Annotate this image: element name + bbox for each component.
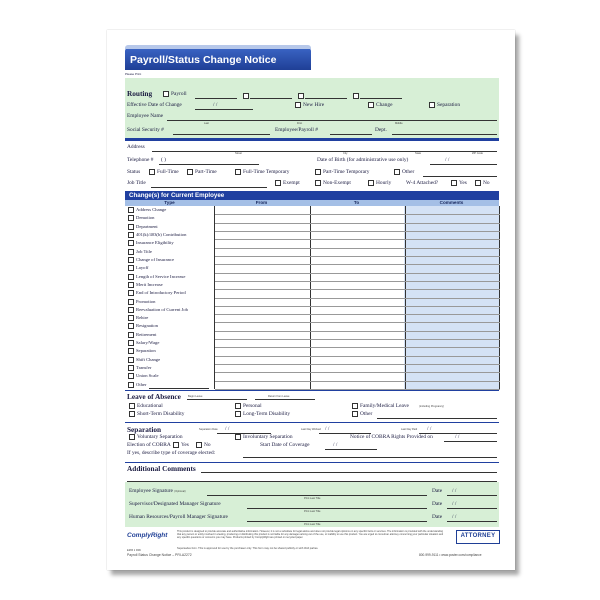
payroll-option[interactable] <box>163 91 187 97</box>
change-type-row[interactable] <box>128 332 156 338</box>
family-leave-option[interactable] <box>352 403 409 409</box>
routing-label: Routing <box>127 89 153 98</box>
cobra-no-label: No <box>204 442 211 449</box>
part-time-option[interactable] <box>187 169 217 175</box>
part-time-label: Part-Time <box>195 169 217 176</box>
address-field[interactable] <box>152 151 497 152</box>
cobra-no-checkbox[interactable] <box>196 442 202 448</box>
status-label: Status <box>127 169 141 175</box>
change-type-row[interactable] <box>128 299 155 305</box>
change-type-label: 401(k)/403(b) Contribution <box>136 232 187 238</box>
employee-signature-label <box>129 488 186 494</box>
change-type-checkbox[interactable] <box>128 215 134 221</box>
change-type-checkbox[interactable] <box>128 365 134 371</box>
change-type-checkbox[interactable] <box>128 257 134 263</box>
ssn-field[interactable] <box>173 134 270 135</box>
grid-row-line[interactable] <box>215 256 500 257</box>
form-title: Payroll/Status Change Notice <box>125 48 311 70</box>
other-leave-field[interactable] <box>377 418 497 419</box>
w4-no-option[interactable] <box>475 180 490 186</box>
hourly-label: Hourly <box>376 180 392 187</box>
footer-disclaimer: This product is designed to provide accurate and authoritative information. However, it is not a substitute for legal advice and does not provide legal opinions on any specific facts or services. The information is provided with the understanding that any person or entity involved in viewing, producing or distributing this product is not liable for any damages arising out of the use, or inability to use this product. You are urged to consult an attorney concerning your particular situation and any specific questions or concerns you may have. Products printed by ComplyRight are printed on recycled paper. <box>177 530 444 540</box>
supervisor-signature-label: Supervisor/Designated Manager Signature <box>129 501 221 507</box>
change-type-label: Address Change <box>136 207 167 213</box>
grid-row-line[interactable] <box>215 248 500 249</box>
change-type-label: Demotion <box>136 215 155 221</box>
form-page <box>107 30 515 570</box>
job-title-field[interactable] <box>151 187 267 188</box>
personal-label: Personal <box>243 403 262 410</box>
ssn-label: Social Security # <box>127 127 164 133</box>
return-leave-label: Return from Leave <box>268 395 290 398</box>
dept-label: Dept. <box>375 127 387 133</box>
employee-date-slashes: / / <box>452 488 457 494</box>
grid-row-line[interactable] <box>215 231 500 232</box>
supervisor-print-name: Print Last Title <box>304 510 321 513</box>
employee-print-name: Print Last Title <box>304 497 321 500</box>
change-type-row[interactable] <box>128 249 152 255</box>
non-exempt-label: Non-Exempt <box>323 180 351 187</box>
telephone-paren: ( ) <box>161 157 166 163</box>
short-term-label: Short-Term Disability <box>137 411 185 418</box>
last-worked-slashes: / / <box>325 426 330 432</box>
effective-date-label: Effective Date of Change <box>127 102 182 108</box>
changes-header: Change(s) for Current Employee <box>125 191 499 200</box>
change-type-checkbox[interactable] <box>128 290 134 296</box>
change-type-row[interactable] <box>128 274 185 280</box>
change-type-checkbox[interactable] <box>128 382 134 388</box>
supervisor-date-label: Date <box>432 501 443 507</box>
sep-date-slashes: / / <box>225 426 230 432</box>
other-leave-checkbox[interactable] <box>352 411 358 417</box>
full-time-option[interactable] <box>149 169 179 175</box>
election-cobra-label: Election of COBRA <box>127 442 171 448</box>
routing-checkbox-4[interactable] <box>353 93 359 99</box>
change-type-label: End of Introductory Period <box>136 290 186 296</box>
other-type-field[interactable] <box>149 388 209 389</box>
change-type-row[interactable] <box>128 315 148 321</box>
employee-signature-text: Employee Signature <box>129 488 173 494</box>
hr-signature-field[interactable] <box>247 521 427 522</box>
non-exempt-option[interactable] <box>315 180 351 186</box>
start-date-slashes: / / <box>333 442 338 448</box>
voluntary-checkbox[interactable] <box>129 434 135 440</box>
other-leave-option[interactable] <box>352 411 372 417</box>
last-paid-slashes: / / <box>427 426 432 432</box>
long-term-checkbox[interactable] <box>235 411 241 417</box>
address-label: Address <box>127 144 145 150</box>
supervisor-signature-field[interactable] <box>247 508 427 509</box>
family-leave-note: (including Pregnancy) <box>419 405 445 408</box>
grid-row-line[interactable] <box>215 298 500 299</box>
divider <box>125 422 499 423</box>
change-type-label: Shift Change <box>136 356 161 362</box>
return-leave-field[interactable] <box>255 399 315 400</box>
exempt-option[interactable] <box>275 180 300 186</box>
w4-yes-option[interactable] <box>451 180 467 186</box>
grid-row-line[interactable] <box>215 331 500 332</box>
w4-no-checkbox[interactable] <box>475 180 481 186</box>
new-hire-option[interactable] <box>295 102 324 108</box>
notice-cobra-field[interactable] <box>444 441 497 442</box>
change-checkbox[interactable] <box>368 102 374 108</box>
grid-row-line[interactable] <box>215 289 500 290</box>
separation-option[interactable] <box>429 102 460 108</box>
change-type-row[interactable] <box>128 365 151 371</box>
change-type-checkbox[interactable] <box>128 348 134 354</box>
grid-row-line[interactable] <box>215 281 500 282</box>
voluntary-label: Voluntary Separation <box>137 434 183 441</box>
employee-name-label: Employee Name <box>127 113 164 119</box>
cobra-yes-option[interactable] <box>173 442 189 448</box>
routing-line-2[interactable] <box>250 98 292 99</box>
change-type-row[interactable] <box>128 382 146 388</box>
zip-label: ZIP Code <box>472 152 483 155</box>
routing-checkbox-3[interactable] <box>298 93 304 99</box>
grid-row-line[interactable] <box>215 264 500 265</box>
grid-row-line[interactable] <box>215 372 500 373</box>
part-time-checkbox[interactable] <box>187 169 193 175</box>
new-hire-checkbox[interactable] <box>295 102 301 108</box>
change-type-checkbox[interactable] <box>128 299 134 305</box>
footer-phone-web: 800-999-9111 • www.poster.com/compliance <box>419 553 482 557</box>
educational-checkbox[interactable] <box>129 403 135 409</box>
grid-row-line[interactable] <box>215 364 500 365</box>
city-label: City <box>343 152 348 155</box>
involuntary-label: Involuntary Separation <box>243 434 293 441</box>
change-type-row[interactable] <box>128 265 148 271</box>
col-comments-header: Comments <box>404 200 499 206</box>
grid-row-line[interactable] <box>215 347 500 348</box>
grid-row-line[interactable] <box>215 273 500 274</box>
exempt-label: Exempt <box>283 180 300 187</box>
change-type-label: Salary/Wage <box>136 340 160 346</box>
attorney-aided-logo: ATTORNEY <box>456 530 500 544</box>
employee-optional: (Optional) <box>174 490 186 493</box>
change-type-label: Separation <box>136 348 156 354</box>
divider <box>125 390 499 391</box>
last-worked-label: Last Day Worked <box>301 428 321 431</box>
change-type-checkbox[interactable] <box>128 274 134 280</box>
start-date-label: Start Date of Coverage <box>260 442 310 448</box>
change-type-checkbox[interactable] <box>128 232 134 238</box>
supervisor-date-slashes: / / <box>452 501 457 507</box>
short-term-checkbox[interactable] <box>129 411 135 417</box>
change-type-checkbox[interactable] <box>128 357 134 363</box>
non-exempt-checkbox[interactable] <box>315 180 321 186</box>
hr-date-field[interactable] <box>447 521 497 522</box>
full-time-temp-option[interactable] <box>235 169 290 175</box>
full-time-checkbox[interactable] <box>149 169 155 175</box>
notice-cobra-slashes: / / <box>455 434 460 440</box>
supervisor-date-field[interactable] <box>447 508 497 509</box>
hr-signature-label: Human Resources/Payroll Manager Signature <box>129 514 228 520</box>
payroll-label: Payroll <box>171 91 187 98</box>
change-type-row[interactable] <box>128 290 186 296</box>
grid-row-line[interactable] <box>215 339 500 340</box>
employee-payroll-label: Employee/Payroll # <box>275 127 318 133</box>
hr-date-slashes: / / <box>452 514 457 520</box>
change-type-label: Retirement <box>136 331 157 337</box>
exempt-checkbox[interactable] <box>275 180 281 186</box>
grid-row-line[interactable] <box>215 223 500 224</box>
short-term-option[interactable] <box>129 411 184 417</box>
separation-label: Separation <box>437 102 461 109</box>
job-title-label: Job Title <box>127 180 146 186</box>
change-type-label: Insurance Eligibility <box>136 240 174 246</box>
change-option[interactable] <box>368 102 392 108</box>
change-type-row[interactable] <box>128 240 174 246</box>
w4-no-label: No <box>483 180 490 187</box>
change-type-label: Rehire <box>136 315 149 321</box>
change-type-label: Change of Insurance <box>136 256 175 262</box>
routing-line-4[interactable] <box>360 98 402 99</box>
dob-field[interactable] <box>430 164 497 165</box>
effective-date-slashes: / / <box>213 102 218 108</box>
changes-grid <box>214 206 500 389</box>
change-label: Change <box>376 102 393 109</box>
change-type-row[interactable] <box>128 224 158 230</box>
footer-supersedes: Supersedes form. This is approved for use by the purchaser only. This form may not be shared publicly or with third parties. <box>177 547 319 550</box>
grid-row-line[interactable] <box>215 381 500 382</box>
sep-date-label: Separation Date <box>199 428 218 431</box>
change-type-row[interactable] <box>128 373 159 379</box>
employee-payroll-field[interactable] <box>330 134 372 135</box>
change-type-row[interactable] <box>128 215 154 221</box>
other-status-label: Other <box>402 169 415 176</box>
street-label: Street <box>235 152 242 155</box>
family-leave-label: Family/Medical Leave <box>360 403 409 410</box>
telephone-label: Telephone # <box>127 157 154 163</box>
dept-field[interactable] <box>392 134 497 135</box>
grid-row-line[interactable] <box>215 314 500 315</box>
describe-coverage-label: If yes, describe type of coverage elected: <box>127 450 216 456</box>
hr-date-label: Date <box>432 514 443 520</box>
change-type-label: Other <box>136 381 147 387</box>
voluntary-option[interactable] <box>129 434 183 440</box>
long-term-label: Long-Term Disability <box>243 411 291 418</box>
employee-name-field[interactable] <box>167 120 497 121</box>
change-type-checkbox[interactable] <box>128 332 134 338</box>
grid-row-line[interactable] <box>215 306 500 307</box>
change-type-checkbox[interactable] <box>128 249 134 255</box>
hourly-checkbox[interactable] <box>368 180 374 186</box>
change-type-label: Reevaluation of Current Job <box>136 306 188 312</box>
change-type-checkbox[interactable] <box>128 265 134 271</box>
personal-checkbox[interactable] <box>235 403 241 409</box>
begin-leave-label: Begin Leave <box>188 395 203 398</box>
print-instruction: Please Print <box>125 72 142 76</box>
cobra-yes-checkbox[interactable] <box>173 442 179 448</box>
involuntary-option[interactable] <box>235 434 293 440</box>
change-type-row[interactable] <box>128 340 159 346</box>
other-leave-label: Other <box>360 411 373 418</box>
col-type-header: Type <box>125 200 214 206</box>
change-type-label: Transfer <box>136 365 152 371</box>
change-type-checkbox[interactable] <box>128 315 134 321</box>
cobra-yes-label: Yes <box>181 442 189 449</box>
start-date-field[interactable] <box>325 449 377 450</box>
describe-coverage-field[interactable] <box>243 457 497 458</box>
change-type-label: Union Scale <box>136 373 159 379</box>
w4-yes-label: Yes <box>459 180 467 187</box>
effective-date-field[interactable] <box>195 109 253 110</box>
part-time-temp-label: Part-Time Temporary <box>323 169 370 176</box>
long-term-option[interactable] <box>235 411 290 417</box>
change-type-row[interactable] <box>128 307 188 313</box>
other-status-option[interactable] <box>394 169 414 175</box>
change-type-checkbox[interactable] <box>128 373 134 379</box>
separation-checkbox[interactable] <box>429 102 435 108</box>
last-label: Last <box>204 122 209 125</box>
change-type-row[interactable] <box>128 282 163 288</box>
dob-slashes: / / <box>445 157 450 163</box>
hourly-option[interactable] <box>368 180 391 186</box>
col-to-header: To <box>309 200 404 206</box>
change-type-label: Layoff <box>136 265 149 271</box>
last-paid-label: Last Day Paid <box>401 428 418 431</box>
full-time-temp-checkbox[interactable] <box>235 169 241 175</box>
divider <box>125 138 499 141</box>
grid-row-line[interactable] <box>215 356 500 357</box>
complyright-logo: ComplyRight <box>127 532 168 539</box>
type-column <box>125 206 214 389</box>
educational-option[interactable] <box>129 403 163 409</box>
part-time-temp-checkbox[interactable] <box>315 169 321 175</box>
change-type-checkbox[interactable] <box>128 207 134 213</box>
middle-label: Middle <box>395 122 403 125</box>
change-type-label: Department <box>136 223 158 229</box>
comments-line-1[interactable] <box>201 472 497 473</box>
begin-leave-field[interactable] <box>187 399 247 400</box>
involuntary-checkbox[interactable] <box>235 434 241 440</box>
change-type-checkbox[interactable] <box>128 240 134 246</box>
routing-checkbox-2[interactable] <box>243 93 249 99</box>
grid-row-line[interactable] <box>215 239 500 240</box>
other-status-checkbox[interactable] <box>394 169 400 175</box>
change-type-label: Merit Increase <box>136 281 163 287</box>
part-time-temp-option[interactable] <box>315 169 370 175</box>
routing-line-3[interactable] <box>305 98 347 99</box>
employee-signature-field[interactable] <box>207 495 427 496</box>
separation-section-label: Separation <box>127 425 162 434</box>
change-type-checkbox[interactable] <box>128 340 134 346</box>
full-time-temp-label: Full-Time Temporary <box>243 169 290 176</box>
state-label: State <box>415 152 422 155</box>
change-type-label: Job Title <box>136 248 152 254</box>
employee-date-field[interactable] <box>447 495 497 496</box>
routing-line-1[interactable] <box>195 98 237 99</box>
hr-print-name: Print Last Title <box>304 523 321 526</box>
footer-code: E265 1 R09 <box>127 549 141 552</box>
personal-option[interactable] <box>235 403 262 409</box>
col-from-header: From <box>214 200 309 206</box>
change-type-row[interactable] <box>128 348 156 354</box>
new-hire-label: New Hire <box>303 102 325 109</box>
grid-row-line[interactable] <box>215 322 500 323</box>
additional-comments-label: Additional Comments <box>127 464 196 473</box>
footer-form-name: Payroll Status Change Notice – PRI-A2272 <box>127 553 192 557</box>
change-type-label: Resignation <box>136 323 158 329</box>
dob-label: Date of Birth (for administrative use only) <box>317 157 409 163</box>
w4-label: W-4 Attached? <box>406 180 439 186</box>
cobra-no-option[interactable] <box>196 442 211 448</box>
change-type-checkbox[interactable] <box>128 307 134 313</box>
change-type-row[interactable] <box>128 207 166 213</box>
telephone-field[interactable] <box>159 164 259 165</box>
employee-date-label: Date <box>432 488 443 494</box>
first-label: First <box>297 122 303 125</box>
change-type-label: Promotion <box>136 298 156 304</box>
change-type-label: Length of Service Increase <box>136 273 186 279</box>
change-type-checkbox[interactable] <box>128 323 134 329</box>
change-type-row[interactable] <box>128 357 160 363</box>
leave-label: Leave of Absence <box>127 392 181 401</box>
change-type-checkbox[interactable] <box>128 282 134 288</box>
divider <box>125 462 499 463</box>
payroll-checkbox[interactable] <box>163 91 169 97</box>
w4-yes-checkbox[interactable] <box>451 180 457 186</box>
notice-cobra-label: Notice of COBRA Rights Provided on <box>350 434 433 440</box>
change-type-row[interactable] <box>128 323 158 329</box>
change-type-row[interactable] <box>128 257 174 263</box>
change-type-checkbox[interactable] <box>128 224 134 230</box>
grid-row-line[interactable] <box>215 214 500 215</box>
change-type-row[interactable] <box>128 232 186 238</box>
other-status-field[interactable] <box>423 176 497 177</box>
educational-label: Educational <box>137 403 163 410</box>
family-leave-checkbox[interactable] <box>352 403 358 409</box>
full-time-label: Full-Time <box>157 169 179 176</box>
